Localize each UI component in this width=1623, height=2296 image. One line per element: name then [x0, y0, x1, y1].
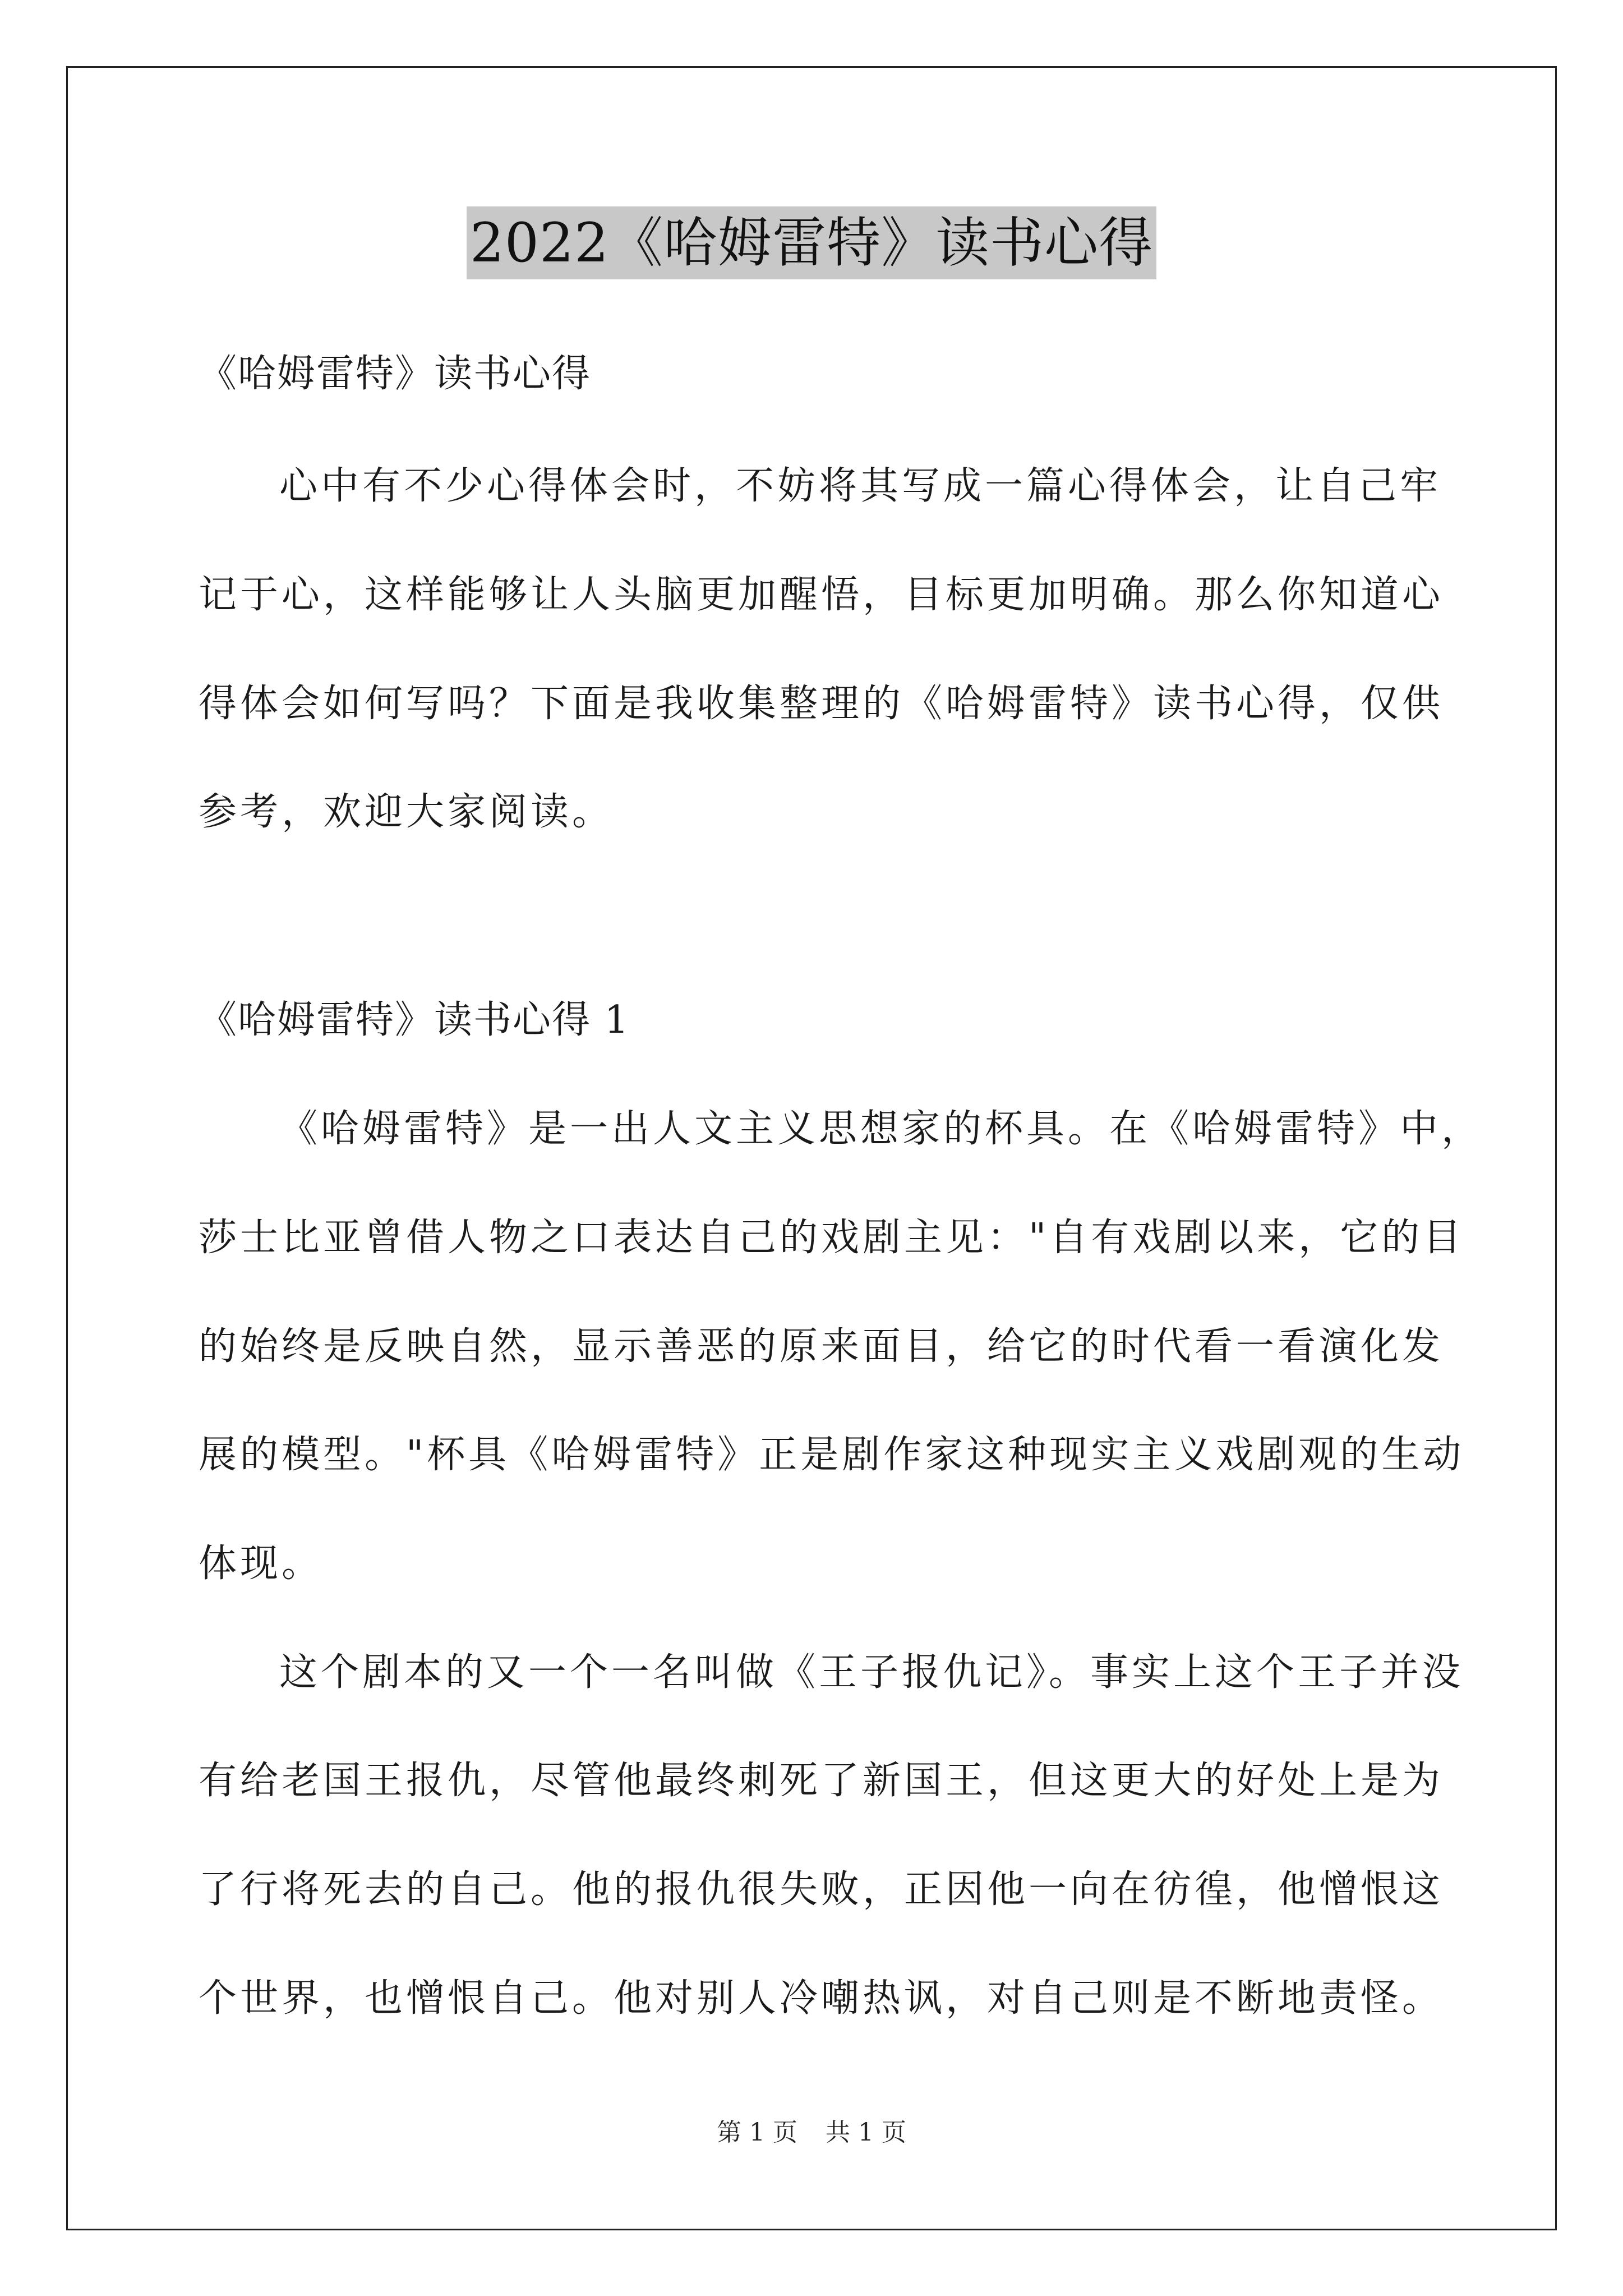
- intro-line: 参考，欢迎大家阅读。: [199, 790, 614, 834]
- intro-line: 心中有不少心得体会时，不妨将其写成一篇心得体会，让自己牢: [279, 464, 1442, 508]
- paragraph-line: 展的模型。"杯具《哈姆雷特》正是剧作家这种现实主义戏剧观的生动: [199, 1433, 1465, 1477]
- page-count: 共 1 页: [826, 2118, 906, 2147]
- section-heading: 《哈姆雷特》读书心得 1: [199, 998, 630, 1042]
- paragraph-line: 莎士比亚曾借人物之口表达自己的戏剧主见："自有戏剧以来，它的目: [199, 1216, 1465, 1260]
- intro-line: 得体会如何写吗？下面是我收集整理的《哈姆雷特》读书心得，仅供: [199, 682, 1444, 726]
- paragraph-line: 个世界，也憎恨自己。他对别人冷嘲热讽，对自己则是不断地责怪。: [199, 1976, 1444, 2021]
- document-title: 2022《哈姆雷特》读书心得: [467, 206, 1156, 279]
- title-container: [0, 206, 1623, 279]
- paragraph-line: 这个剧本的又一个一名叫做《王子报仇记》。事实上这个王子并没: [279, 1650, 1464, 1695]
- paragraph-line: 的始终是反映自然，显示善恶的原来面目，给它的时代看一看演化发: [199, 1324, 1444, 1369]
- paragraph-line: 《哈姆雷特》是一出人文主义思想家的杯具。在《哈姆雷特》中，: [279, 1107, 1483, 1151]
- page-number: 第 1 页: [717, 2118, 797, 2147]
- subtitle: 《哈姆雷特》读书心得: [199, 352, 592, 396]
- page-footer: [0, 2116, 1623, 2150]
- paragraph-line: 体现。: [199, 1542, 324, 1586]
- paragraph-line: 有给老国王报仇，尽管他最终刺死了新国王，但这更大的好处上是为: [199, 1759, 1444, 1803]
- paragraph-line: 了行将死去的自己。他的报仇很失败，正因他一向在彷徨，他憎恨这: [199, 1867, 1444, 1912]
- intro-line: 记于心，这样能够让人头脑更加醒悟，目标更加明确。那么你知道心: [199, 573, 1444, 617]
